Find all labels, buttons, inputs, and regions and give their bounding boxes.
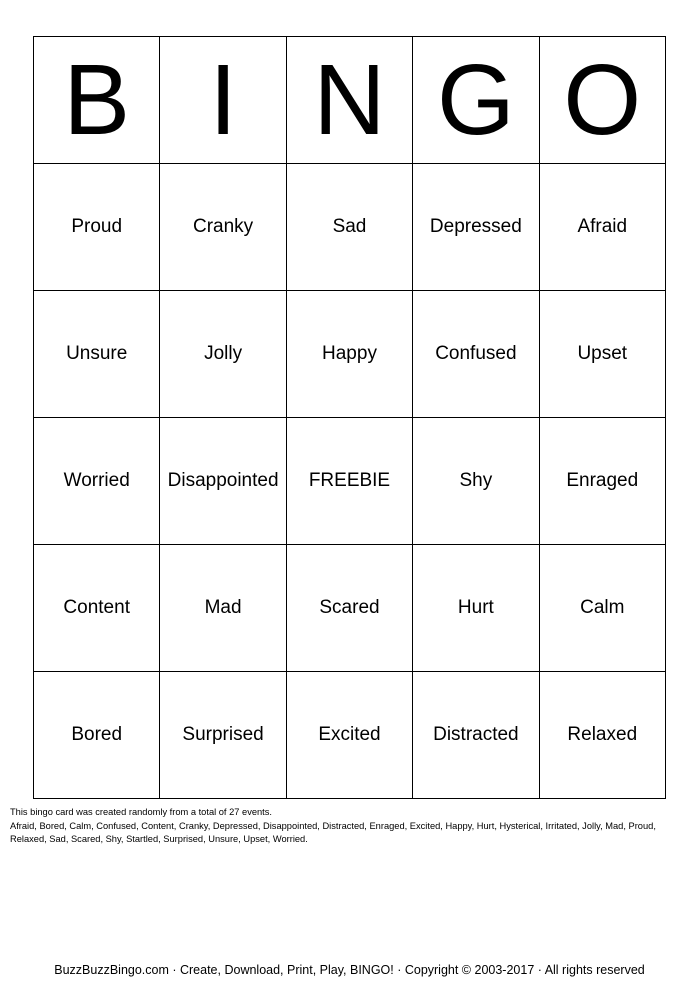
bingo-row — [34, 291, 666, 418]
bingo-cell: Confused — [413, 291, 539, 418]
bingo-row — [34, 672, 666, 799]
note-events-list: Afraid, Bored, Calm, Confused, Content, Cranky, Depressed, Disappointed, Distracted, Enraged, Excited, Happy, Hurt, Hysterical, Irritated, Jolly, Mad, Proud, Relaxed, Sad, Scared, Shy, Startled, Surprised, Unsure, Upset, Worried. — [10, 820, 656, 844]
bingo-cell: Happy — [286, 291, 412, 418]
bingo-cell: Enraged — [539, 418, 665, 545]
bingo-cell: Sad — [286, 164, 412, 291]
bingo-cell: Depressed — [413, 164, 539, 291]
bingo-cell: Disappointed — [160, 418, 286, 545]
header-letter: G — [413, 37, 539, 164]
card-note — [10, 806, 690, 847]
bingo-cell: Surprised — [160, 672, 286, 799]
bingo-cell: Shy — [413, 418, 539, 545]
bingo-row — [34, 164, 666, 291]
bingo-cell: Calm — [539, 545, 665, 672]
bingo-cell: Distracted — [413, 672, 539, 799]
bingo-row — [34, 418, 666, 545]
bingo-cell: Mad — [160, 545, 286, 672]
bingo-card — [33, 36, 666, 799]
bingo-cell: Content — [34, 545, 160, 672]
bingo-cell: Worried — [34, 418, 160, 545]
header-letter: I — [160, 37, 286, 164]
bingo-cell: Afraid — [539, 164, 665, 291]
bingo-cell: Upset — [539, 291, 665, 418]
bingo-cell: Excited — [286, 672, 412, 799]
free-cell: FREEBIE — [286, 418, 412, 545]
header-letter: B — [34, 37, 160, 164]
bingo-cell: Relaxed — [539, 672, 665, 799]
header-letter: N — [286, 37, 412, 164]
bingo-cell: Bored — [34, 672, 160, 799]
bingo-cell: Proud — [34, 164, 160, 291]
header-letter: O — [539, 37, 665, 164]
bingo-cell: Hurt — [413, 545, 539, 672]
footer-copyright: BuzzBuzzBingo.com · Create, Download, Print, Play, BINGO! · Copyright © 2003-2017 · All rights reserved — [54, 963, 645, 977]
bingo-cell: Jolly — [160, 291, 286, 418]
bingo-cell: Scared — [286, 545, 412, 672]
bingo-cell: Cranky — [160, 164, 286, 291]
bingo-header-row — [34, 37, 666, 164]
bingo-row — [34, 545, 666, 672]
bingo-cell: Unsure — [34, 291, 160, 418]
note-summary: This bingo card was created randomly from a total of 27 events. — [10, 807, 272, 817]
